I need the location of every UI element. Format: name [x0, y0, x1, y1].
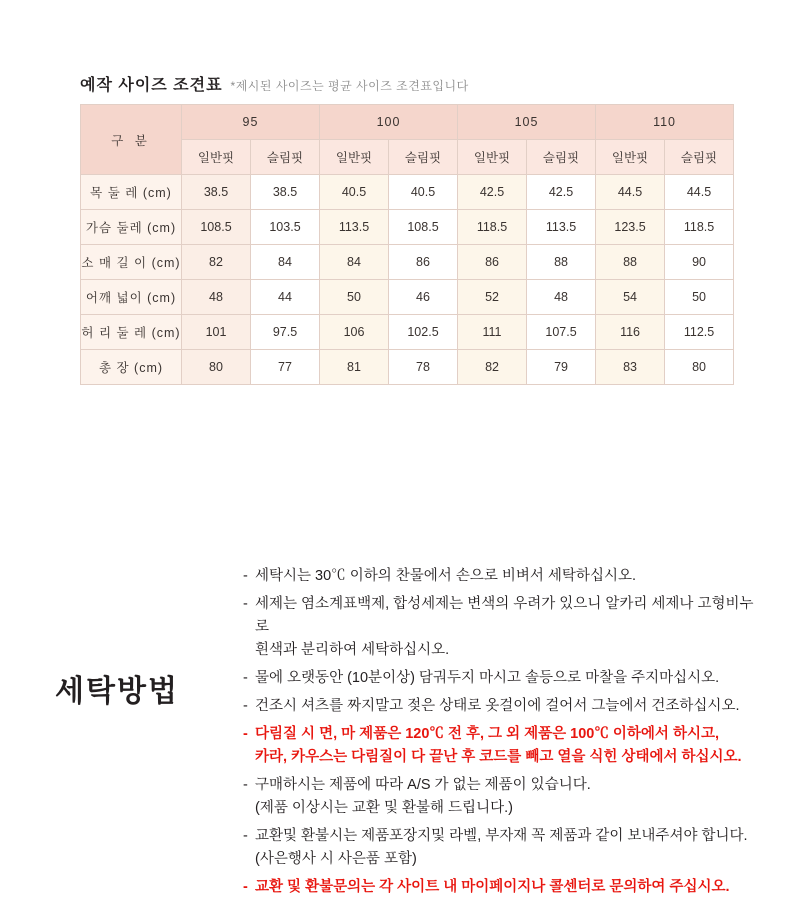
dash-marker: -	[243, 879, 248, 895]
cell-shoulder-110-slim: 50	[665, 280, 734, 315]
column-header-fit-105-regular: 일반핏	[458, 140, 527, 175]
cell-neck-110-regular: 44.5	[596, 175, 665, 210]
cell-chest-110-slim: 118.5	[665, 210, 734, 245]
dash-marker: -	[243, 596, 248, 612]
column-header-size-110: 110	[596, 105, 734, 140]
cell-waist-100-slim: 102.5	[389, 315, 458, 350]
list-item	[243, 695, 763, 718]
cell-total-95-slim: 77	[251, 350, 320, 385]
dash-marker: -	[243, 726, 248, 742]
list-item	[243, 565, 763, 588]
cell-total-105-slim: 79	[527, 350, 596, 385]
cell-sleeve-100-slim: 86	[389, 245, 458, 280]
table-header-row-sizes	[81, 105, 734, 140]
column-header-fit-100-regular: 일반핏	[320, 140, 389, 175]
cell-total-105-regular: 82	[458, 350, 527, 385]
list-item-warning	[243, 876, 763, 899]
washing-item-text: 다림질 시 면, 마 제품은 120℃ 전 후, 그 외 제품은 100℃ 이하에서 하시고, 카라, 카우스는 다림질이 다 끝난 후 코드를 빼고 열을 식힌 상태에서 하십시오.	[255, 726, 742, 765]
list-item	[243, 825, 763, 871]
cell-waist-110-regular: 116	[596, 315, 665, 350]
cell-shoulder-100-regular: 50	[320, 280, 389, 315]
column-header-fit-110-slim: 슬림핏	[665, 140, 734, 175]
cell-chest-100-regular: 113.5	[320, 210, 389, 245]
dash-marker: -	[243, 777, 248, 793]
cell-waist-95-regular: 101	[182, 315, 251, 350]
row-label-neck: 목 둘 레 (cm)	[81, 175, 182, 210]
cell-chest-100-slim: 108.5	[389, 210, 458, 245]
table-row	[81, 245, 734, 280]
cell-total-110-slim: 80	[665, 350, 734, 385]
row-label-chest: 가슴 둘레 (cm)	[81, 210, 182, 245]
column-header-fit-105-slim: 슬림핏	[527, 140, 596, 175]
cell-shoulder-105-slim: 48	[527, 280, 596, 315]
column-header-fit-95-slim: 슬림핏	[251, 140, 320, 175]
dash-marker: -	[243, 828, 248, 844]
cell-neck-95-slim: 38.5	[251, 175, 320, 210]
cell-chest-110-regular: 123.5	[596, 210, 665, 245]
cell-neck-95-regular: 38.5	[182, 175, 251, 210]
table-row	[81, 175, 734, 210]
row-label-waist: 허 리 둘 레 (cm)	[81, 315, 182, 350]
table-row	[81, 280, 734, 315]
size-chart-note: *제시된 사이즈는 평균 사이즈 조견표입니다	[230, 79, 469, 93]
cell-total-110-regular: 83	[596, 350, 665, 385]
dash-marker: -	[243, 670, 248, 686]
cell-waist-105-slim: 107.5	[527, 315, 596, 350]
column-header-size-105: 105	[458, 105, 596, 140]
cell-chest-95-regular: 108.5	[182, 210, 251, 245]
cell-waist-100-regular: 106	[320, 315, 389, 350]
list-item	[243, 593, 763, 662]
cell-shoulder-105-regular: 52	[458, 280, 527, 315]
list-item	[243, 774, 763, 820]
cell-chest-105-slim: 113.5	[527, 210, 596, 245]
cell-neck-110-slim: 44.5	[665, 175, 734, 210]
cell-sleeve-95-slim: 84	[251, 245, 320, 280]
column-header-fit-100-slim: 슬림핏	[389, 140, 458, 175]
cell-waist-105-regular: 111	[458, 315, 527, 350]
cell-waist-95-slim: 97.5	[251, 315, 320, 350]
list-item-warning	[243, 723, 763, 769]
cell-sleeve-105-regular: 86	[458, 245, 527, 280]
cell-shoulder-110-regular: 54	[596, 280, 665, 315]
cell-sleeve-95-regular: 82	[182, 245, 251, 280]
size-chart-heading	[80, 72, 469, 95]
cell-sleeve-110-regular: 88	[596, 245, 665, 280]
cell-waist-110-slim: 112.5	[665, 315, 734, 350]
washing-item-text: 물에 오랫동안 (10분이상) 담궈두지 마시고 솔등으로 마찰을 주지마십시오.	[255, 670, 720, 686]
cell-total-95-regular: 80	[182, 350, 251, 385]
cell-sleeve-105-slim: 88	[527, 245, 596, 280]
cell-sleeve-110-slim: 90	[665, 245, 734, 280]
row-label-sleeve: 소 매 길 이 (cm)	[81, 245, 182, 280]
cell-neck-105-regular: 42.5	[458, 175, 527, 210]
column-header-gubun: 구 분	[81, 105, 182, 175]
cell-neck-105-slim: 42.5	[527, 175, 596, 210]
dash-marker: -	[243, 568, 248, 584]
column-header-size-100: 100	[320, 105, 458, 140]
washing-instructions-section	[0, 548, 800, 895]
washing-title: 세탁방법	[55, 675, 179, 708]
list-item	[243, 667, 763, 690]
cell-neck-100-slim: 40.5	[389, 175, 458, 210]
cell-total-100-regular: 81	[320, 350, 389, 385]
dash-marker: -	[243, 698, 248, 714]
table-row	[81, 315, 734, 350]
row-label-total-length: 총 장 (cm)	[81, 350, 182, 385]
table-row	[81, 210, 734, 245]
washing-instruction-list	[243, 565, 763, 904]
washing-item-text: 건조시 셔츠를 짜지말고 젖은 상태로 옷걸이에 걸어서 그늘에서 건조하십시오.	[255, 698, 740, 714]
table-row	[81, 350, 734, 385]
cell-total-100-slim: 78	[389, 350, 458, 385]
column-header-size-95: 95	[182, 105, 320, 140]
column-header-fit-110-regular: 일반핏	[596, 140, 665, 175]
row-label-shoulder: 어깨 넓이 (cm)	[81, 280, 182, 315]
washing-item-text: 교환및 환불시는 제품포장지및 라벨, 부자재 꼭 제품과 같이 보내주셔야 합니다. (사은행사 시 사은품 포함)	[255, 828, 748, 867]
cell-sleeve-100-regular: 84	[320, 245, 389, 280]
washing-item-text: 세제는 염소계표백제, 합성세제는 변색의 우려가 있으니 알카리 세제나 고형비누로 흰색과 분리하여 세탁하십시오.	[255, 596, 754, 658]
page-title: 예작 사이즈 조견표	[80, 77, 223, 94]
cell-shoulder-95-slim: 44	[251, 280, 320, 315]
cell-shoulder-100-slim: 46	[389, 280, 458, 315]
washing-item-text: 구매하시는 제품에 따라 A/S 가 없는 제품이 있습니다. (제품 이상시는 교환 및 환불해 드립니다.)	[255, 777, 591, 816]
washing-item-text: 교환 및 환불문의는 각 사이트 내 마이페이지나 콜센터로 문의하여 주십시오.	[255, 879, 730, 895]
column-header-fit-95-regular: 일반핏	[182, 140, 251, 175]
washing-item-text: 세탁시는 30℃ 이하의 찬물에서 손으로 비벼서 세탁하십시오.	[255, 568, 636, 584]
cell-chest-95-slim: 103.5	[251, 210, 320, 245]
size-table	[80, 104, 734, 385]
cell-chest-105-regular: 118.5	[458, 210, 527, 245]
cell-neck-100-regular: 40.5	[320, 175, 389, 210]
cell-shoulder-95-regular: 48	[182, 280, 251, 315]
